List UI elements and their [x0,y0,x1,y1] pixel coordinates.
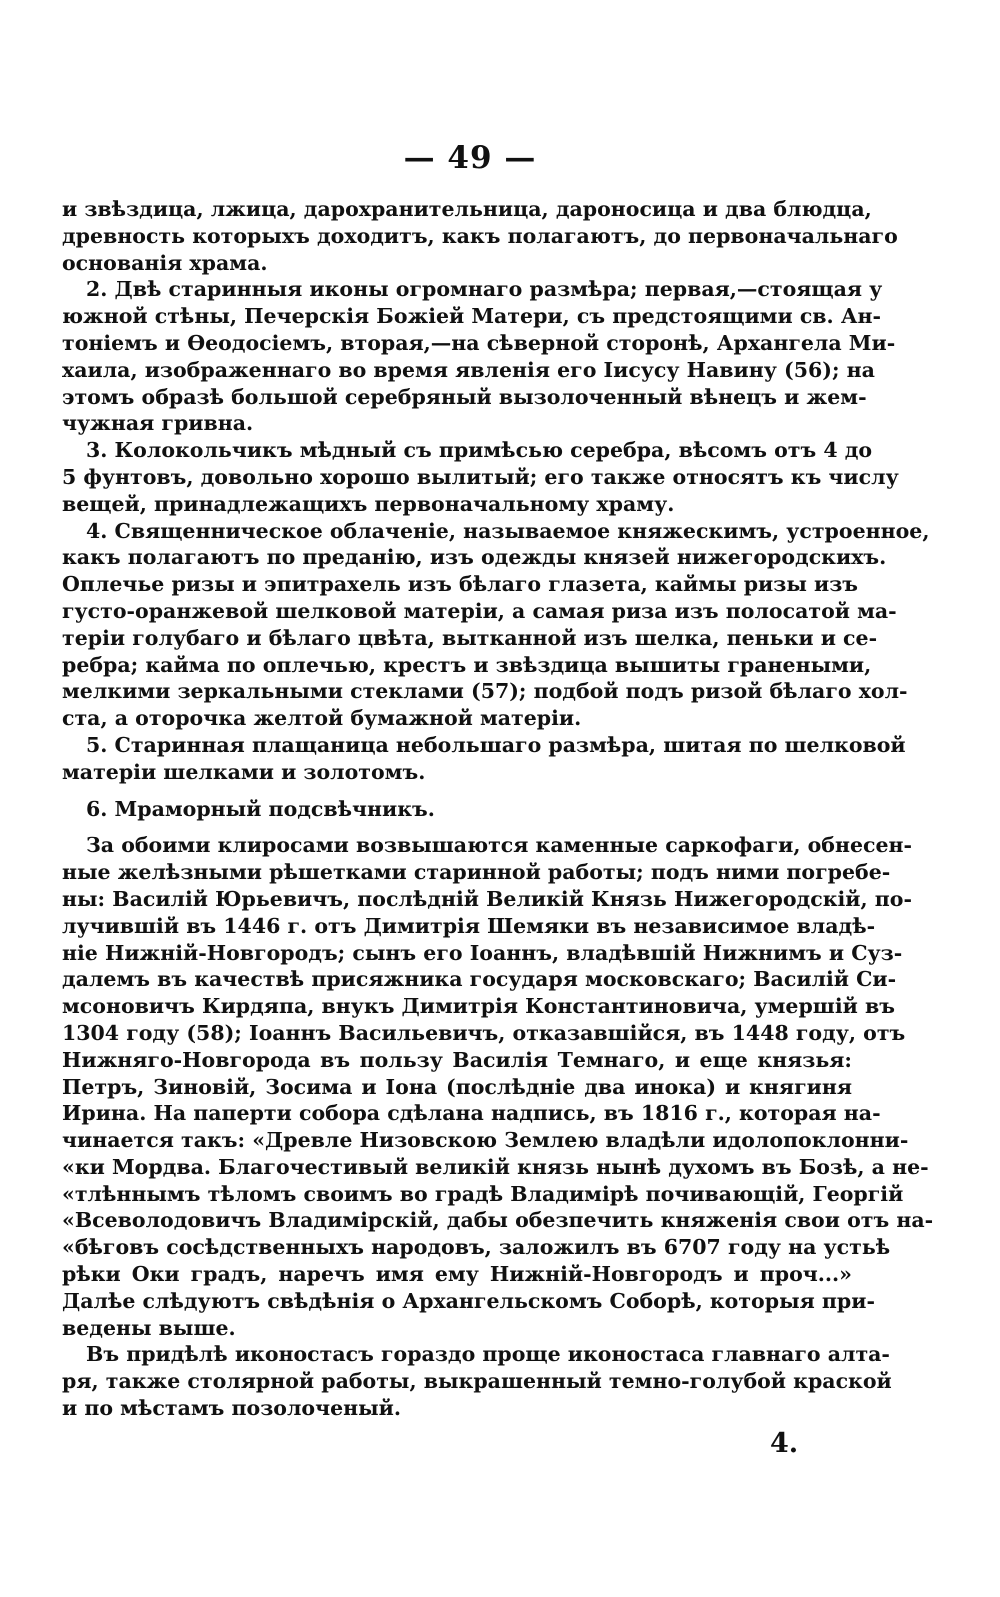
text-line: вещей, принадлежащихъ первоначальному храму. [62,491,675,516]
text-line: За обоими клиросами возвышаются каменные саркофаги, обнесен- [86,833,913,858]
text-line: матеріи шелками и золотомъ. [62,759,426,784]
text-line: и по мѣстамъ позолоченый. [62,1396,402,1421]
text-line: Далѣе слѣдуютъ свѣдѣнія о Архангельскомъ Соборѣ, которыя при- [62,1288,875,1313]
text-line: хаила, изображеннаго во время явленія его Іисусу Навину (56); на [62,357,875,382]
paragraph [62,196,898,276]
text-line: мелкими зеркальными стеклами (57); подбой подъ ризой бѣлаго хол- [62,679,908,704]
text-line: 6. Мраморный подсвѣчникъ. [86,796,435,821]
text-line: 4. Священническое облаченіе, называемое княжескимъ, устроенное, [86,518,930,543]
text-line: южной стѣны, Печерскія Божіей Матери, съ предстоящими св. Ан- [62,304,882,329]
text-line: ніе Нижній-Новгородъ; сынъ его Іоаннъ, владѣвшій Нижнимъ и Суз- [62,940,903,965]
text-line: теріи голубаго и бѣлаго цвѣта, вытканной изъ шелка, пеньки и се- [62,625,878,650]
text-line: «бѣговъ сосѣдственныхъ народовъ, заложилъ въ 6707 году на устьѣ [62,1235,891,1260]
text-line: ные желѣзными рѣшетками старинной работы; подъ ними погребе- [62,860,891,885]
text-line: чинается такъ: «Древле Низовскою Землею владѣли идолопоклонни- [62,1128,909,1153]
text-line: 5. Старинная плащаница небольшаго размѣра, шитая по шелковой [86,732,906,757]
text-line: ведены выше. [62,1315,236,1340]
text-line: этомъ образѣ большой серебряный вызолоченный вѣнецъ и жем- [62,384,867,409]
text-line: Петръ, Зиновій, Зосима и Іона (послѣдніе два инока) и княгиня [62,1074,852,1099]
text-line: и звѣздица, лжица, дарохранительница, дароносица и два блюдца, [62,197,872,221]
text-line: 5 фунтовъ, довольно хорошо вылитый; его также относятъ къ числу [62,464,899,489]
text-line: древность которыхъ доходитъ, какъ полагаютъ, до первоначальнаго [62,223,898,248]
paragraph [62,832,934,1341]
text-line: мсоновичъ Кирдяпа, внукъ Димитрія Константиновича, умершій въ [62,994,895,1019]
text-line: «тлѣннымъ тѣломъ своимъ во градѣ Владимірѣ почивающій, Георгій [62,1181,904,1206]
text-line: густо-оранжевой шелковой матеріи, а самая риза изъ полосатой ма- [62,598,897,623]
text-line: Оплечье ризы и эпитрахель изъ бѣлаго глазета, каймы ризы изъ [62,572,859,597]
list-item [62,732,906,786]
body-text [62,196,934,1422]
text-line: тоніемъ и Ѳеодосіемъ, вторая,—на сѣверной сторонѣ, Архангела Ми- [62,330,896,355]
list-item [62,518,930,732]
signature-mark: 4. [770,1428,799,1459]
text-line: какъ полагаютъ по преданію, изъ одежды князей нижегородскихъ. [62,545,887,570]
list-item [62,437,899,517]
text-line: ребра; кайма по оплечью, крестъ и звѣздица вышиты гранеными, [62,652,872,677]
list-item [62,276,896,437]
text-line: 3. Колокольчикъ мѣдный съ примѣсью серебра, вѣсомъ отъ 4 до [86,438,873,463]
text-line: Нижняго-Новгорода въ пользу Василія Темнаго, и еще князья: [62,1047,852,1072]
text-line: 1304 году (58); Іоаннъ Васильевичъ, отказавшійся, въ 1448 году, отъ [62,1020,906,1045]
text-line: основанія храма. [62,250,268,275]
text-line: 2. Двѣ старинныя иконы огромнаго размѣра; первая,—стоящая у [86,277,883,302]
text-line: Ирина. На паперти собора сдѣлана надпись, въ 1816 г., которая на- [62,1101,881,1126]
text-line: лучившій въ 1446 г. отъ Димитрія Шемяки въ независимое владѣ- [62,913,876,938]
text-line: «ки Мордва. Благочестивый великій князь нынѣ духомъ въ Бозѣ, а не- [62,1154,929,1179]
list-item [62,796,852,823]
text-line: ря, также столярной работы, выкрашенный темно-голубой краской [62,1369,892,1394]
page-number: — 49 — [403,140,537,176]
text-line: рѣки Оки градъ, наречъ имя ему Нижній-Новгородъ и проч...» [62,1262,852,1287]
text-line: ста, а оторочка желтой бумажной матеріи. [62,706,582,731]
paragraph [62,1341,892,1421]
text-line: далемъ въ качествѣ присяжника государя московскаго; Василій Си- [62,967,897,992]
text-line: чужная гривна. [62,411,254,436]
text-line: ны: Василій Юрьевичъ, послѣдній Великій Князь Нижегородскій, по- [62,886,912,911]
text-line: «Всеволодовичъ Владимірскій, дабы обезпечить княженія свои отъ на- [62,1208,934,1233]
text-line: Въ придѣлѣ иконостасъ гораздо проще иконостаса главнаго алта- [86,1342,890,1367]
